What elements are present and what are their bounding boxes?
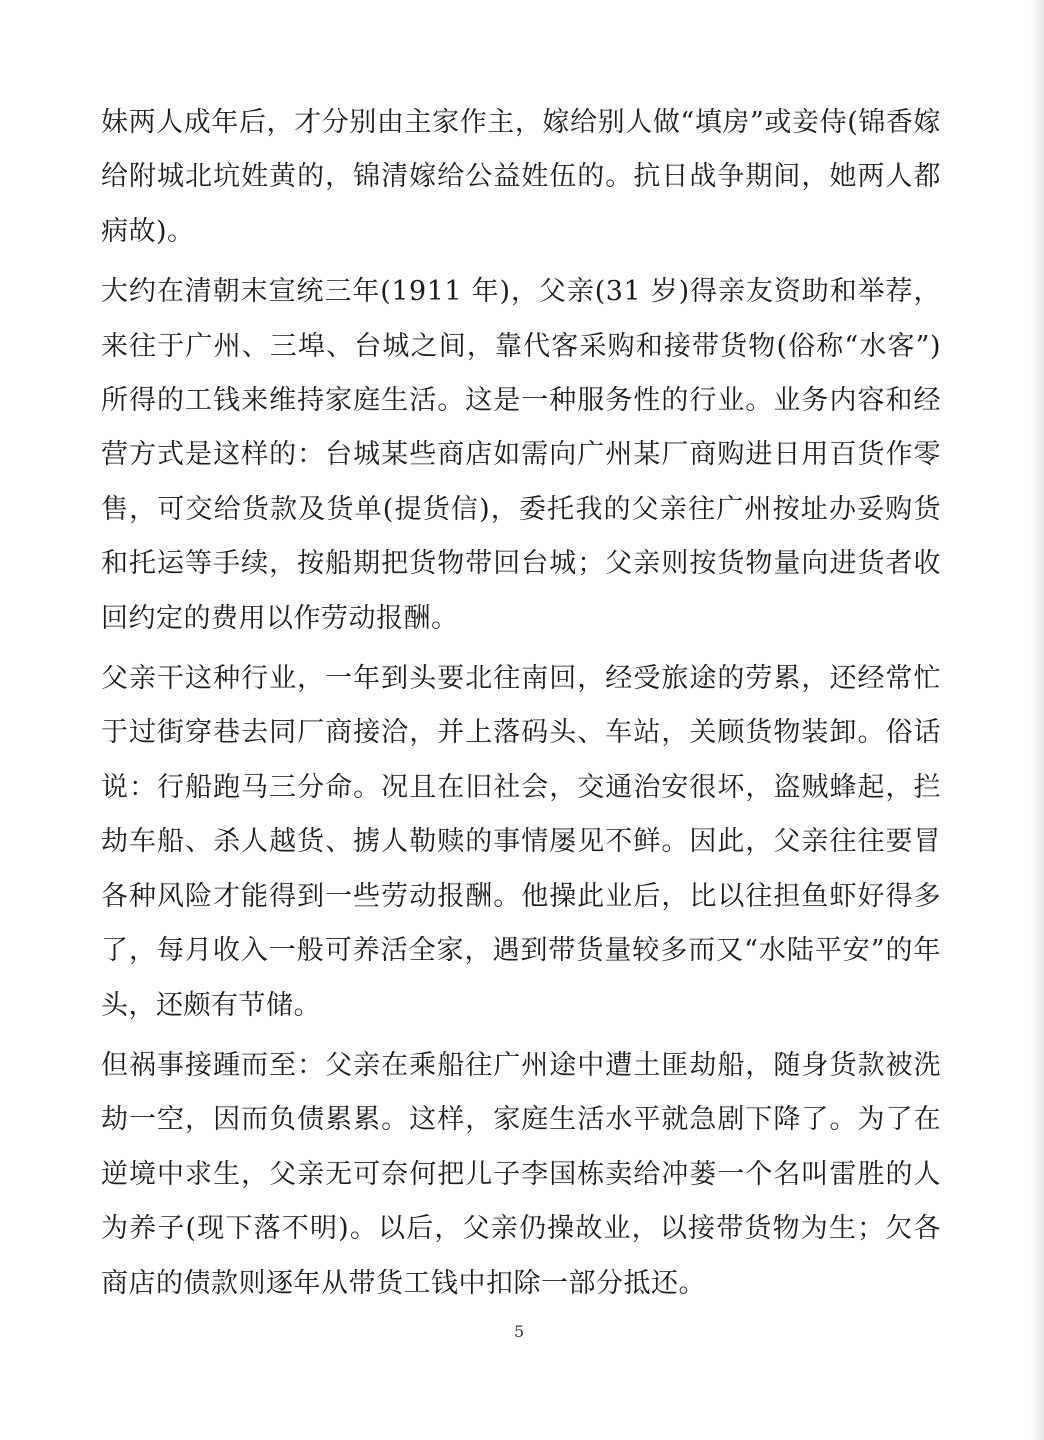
page-edge-shadow (1030, 0, 1044, 1440)
paragraph-3: 父亲干这种行业，一年到头要北往南回，经受旅途的劳累，还经常忙于过街穿巷去同厂商接洽，并上落码头、车站，关顾货物装卸。俗话说：行船跑马三分命。况且在旧社会，交通治安很坏，盗贼蜂起，拦劫车船、杀人越货、掳人勒赎的事情屡见不鲜。因此，父亲往往要冒各种风险才能得到一些劳动报酬。他操此业后，比以往担鱼虾好得多了，每月收入一般可养活全家，遇到带货量较多而又“水陆平安”的年头，还颇有节储。 (101, 663, 941, 1021)
paragraph-2: 大约在清朝末宣统三年(1911 年)，父亲(31 岁)得亲友资助和举荐，来往于广州、三埠、台城之间，靠代客采购和接带货物(俗称“水客”)所得的工钱来维持家庭生活。这是一种服务性的行业。业务内容和经营方式是这样的：台城某些商店如需向广州某厂商购进日用百货作零售，可交给货款及货单(提货信)，委托我的父亲往广州按址办妥购货和托运等手续，按船期把货物带回台城；父亲则按货物量向进货者收回约定的费用以作劳动报酬。 (101, 276, 941, 634)
paragraph-1: 妹两人成年后，才分别由主家作主，嫁给别人做“填房”或妾侍(锦香嫁给附城北坑姓黄的，锦清嫁给公益姓伍的。抗日战争期间，她两人都病故)。 (101, 107, 941, 247)
paragraph-4: 但祸事接踵而至：父亲在乘船往广州途中遭土匪劫船，随身货款被洗劫一空，因而负债累累。这样，家庭生活水平就急剧下降了。为了在逆境中求生，父亲无可奈何把儿子李国栋卖给冲蒌一个名叫雷胜的人为养子(现下落不明)。以后，父亲仍操故业，以接带货物为生；欠各商店的债款则逐年从带货工钱中扣除一部分抵还。 (101, 1049, 941, 1299)
body-text (101, 96, 941, 1317)
page-number: 5 (514, 1322, 525, 1341)
